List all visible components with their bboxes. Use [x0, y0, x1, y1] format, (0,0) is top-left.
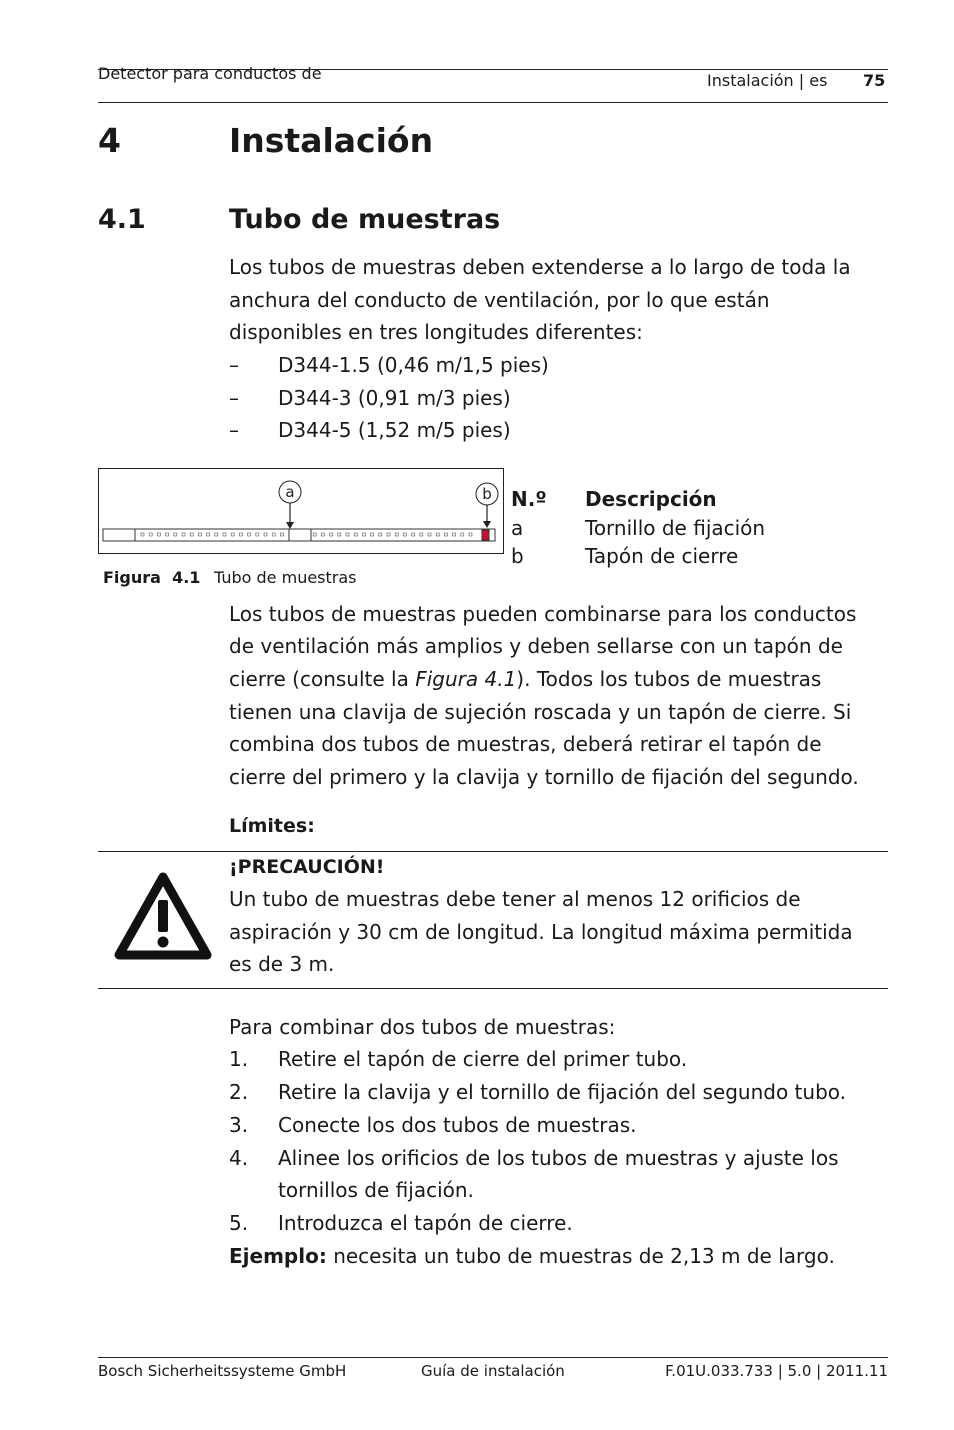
step-text-continued: tornillos de fijación.	[278, 1178, 474, 1202]
step-number: 1.	[229, 1047, 249, 1071]
chapter-number: 4	[98, 121, 121, 160]
caution-bottom-rule	[98, 988, 888, 989]
caution-line: Un tubo de muestras debe tener al menos 12 orificios de	[229, 887, 801, 911]
footer-rule	[98, 1357, 888, 1358]
intro-line: Los tubos de muestras deben extenderse a lo largo de toda la	[229, 255, 851, 279]
header-doc-title: Detector para conductos de	[98, 64, 322, 83]
bullet-dash: –	[229, 386, 239, 410]
step-text: Retire el tapón de cierre del primer tubo.	[278, 1047, 688, 1071]
end-cap	[482, 530, 489, 540]
legend-desc: Tapón de cierre	[585, 544, 739, 568]
para-line: cierre del primero y la clavija y tornillo de fijación del segundo.	[229, 765, 859, 789]
caution-top-rule	[98, 851, 888, 852]
bullet-dash: –	[229, 353, 239, 377]
callout-b-label: b	[482, 485, 492, 503]
step-number: 2.	[229, 1080, 249, 1104]
intro-line: disponibles en tres longitudes diferentes:	[229, 320, 643, 344]
step-text: Alinee los orificios de los tubos de muestras y ajuste los	[278, 1146, 839, 1170]
bullet-dash: –	[229, 418, 239, 442]
para-line: tienen una clavija de sujeción roscada y un tapón de cierre. Si	[229, 700, 852, 724]
section-title: Tubo de muestras	[229, 204, 501, 235]
header-section-lang: Instalación | es	[707, 71, 828, 90]
callout-a-label: a	[285, 483, 295, 501]
figure-frame	[98, 468, 504, 554]
legend-key: a	[511, 516, 524, 540]
step-text: Introduzca el tapón de cierre.	[278, 1211, 573, 1235]
legend-key: b	[511, 544, 524, 568]
legend-header-desc: Descripción	[585, 487, 717, 511]
bullet-item: D344-5 (1,52 m/5 pies)	[278, 418, 511, 442]
warning-triangle-icon	[112, 870, 214, 966]
para-line: combina dos tubos de muestras, deberá retirar el tapón de	[229, 732, 822, 756]
footer-guide: Guía de instalación	[421, 1362, 565, 1380]
step-text: Retire la clavija y el tornillo de fijación del segundo tubo.	[278, 1080, 847, 1104]
intro-line: anchura del conducto de ventilación, por lo que están	[229, 288, 770, 312]
arrow-b-icon	[483, 521, 491, 528]
example-text: necesita un tubo de muestras de 2,13 m de largo.	[326, 1244, 835, 1268]
caution-line: aspiración y 30 cm de longitud. La longitud máxima permitida	[229, 920, 853, 944]
figure-reference-link[interactable]: Figura 4.1	[415, 667, 517, 691]
step-text: Conecte los dos tubos de muestras.	[278, 1113, 637, 1137]
para-line: de ventilación más amplios y deben sellarse con un tapón de	[229, 634, 843, 658]
chapter-title: Instalación	[229, 121, 434, 160]
step-number: 4.	[229, 1146, 249, 1170]
step-number: 3.	[229, 1113, 249, 1137]
caution-line: es de 3 m.	[229, 952, 335, 976]
sample-tube-illustration	[99, 469, 503, 553]
caution-title: ¡PRECAUCIÓN!	[229, 856, 385, 878]
para-text: ). Todos los tubos de muestras	[516, 667, 822, 691]
legend-desc: Tornillo de fijación	[585, 516, 766, 540]
section-number: 4.1	[98, 204, 146, 235]
example-label: Ejemplo:	[229, 1244, 327, 1268]
para-line	[229, 667, 821, 691]
legend-header-no: N.º	[511, 487, 547, 511]
example-line	[229, 1244, 835, 1268]
steps-intro: Para combinar dos tubos de muestras:	[229, 1015, 616, 1039]
header-page-number: 75	[863, 71, 886, 90]
footer-company: Bosch Sicherheitssysteme GmbH	[98, 1362, 347, 1380]
arrow-a-icon	[286, 522, 294, 529]
step-number: 5.	[229, 1211, 249, 1235]
figure-caption-text: Tubo de muestras	[214, 568, 357, 587]
footer-docref: F.01U.033.733 | 5.0 | 2011.11	[665, 1362, 888, 1380]
header-bottom-rule	[98, 102, 888, 103]
bullet-item: D344-1.5 (0,46 m/1,5 pies)	[278, 353, 549, 377]
limits-heading: Límites:	[229, 815, 315, 837]
para-line: Los tubos de muestras pueden combinarse para los conductos	[229, 602, 857, 626]
para-text: cierre (consulte la	[229, 667, 416, 691]
header-top-rule	[98, 69, 888, 70]
bullet-item: D344-3 (0,91 m/3 pies)	[278, 386, 511, 410]
figure-caption-label: Figura 4.1	[103, 568, 201, 587]
